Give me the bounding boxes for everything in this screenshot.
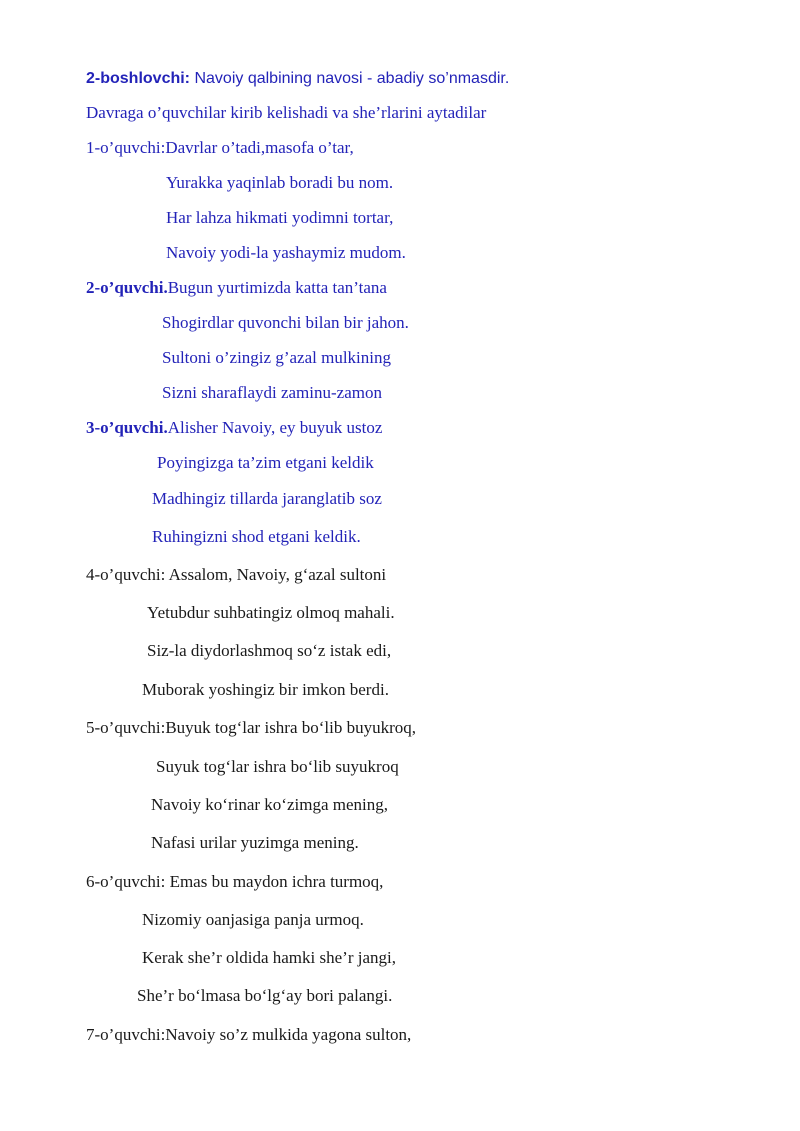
verse-line: Madhingiz tillarda jaranglatib soz: [152, 489, 382, 508]
line-4-oquvchi: 4-o’quvchi: Assalom, Navoiy, g‘azal sultoni: [86, 565, 387, 584]
verse-line: She’r bo‘lmasa bo‘lg‘ay bori palangi.: [137, 986, 393, 1005]
verse-line: Sizni sharaflaydi zaminu-zamon: [162, 383, 382, 402]
verse-line: Har lahza hikmati yodimni tortar,: [166, 208, 394, 227]
speaker-label: 1-o’quvchi:: [86, 138, 166, 157]
stage-direction: Davraga o’quvchilar kirib kelishadi va she’rlarini aytadilar: [86, 103, 487, 122]
line-text: Davrlar o’tadi,masofa o’tar,: [165, 138, 354, 157]
line-text: Navoiy qalbining navosi - abadiy so’nmasdir.: [190, 70, 510, 87]
verse-line: Nizomiy oanjasiga panja urmoq.: [142, 910, 364, 929]
verse-line: Suyuk tog‘lar ishra bo‘lib suyukroq: [156, 757, 399, 776]
verse-line: Navoiy ko‘rinar ko‘zimga mening,: [151, 795, 388, 814]
verse-line: Yetubdur suhbatingiz olmoq mahali.: [147, 603, 395, 622]
line-5-oquvchi: 5-o’quvchi:Buyuk tog‘lar ishra bo‘lib buyukroq,: [86, 718, 417, 737]
verse-line: Muborak yoshingiz bir imkon berdi.: [142, 680, 389, 699]
line-text: Bugun yurtimizda katta tan’tana: [167, 278, 387, 297]
speaker-label: 3-o’quvchi.: [86, 418, 168, 437]
verse-line: Ruhingizni shod etgani keldik.: [152, 527, 361, 546]
line-2-oquvchi: [86, 278, 387, 298]
speaker-label: 2-boshlovchi:: [86, 70, 191, 87]
line-3-oquvchi: [86, 418, 382, 438]
verse-line: Poyingizga ta’zim etgani keldik: [157, 453, 374, 472]
line-1-oquvchi: [86, 138, 354, 158]
verse-line: Sultoni o’zingiz g’azal mulkining: [162, 348, 391, 367]
verse-line: Nafasi urilar yuzimga mening.: [151, 833, 359, 852]
verse-line: Kerak she’r oldida hamki she’r jangi,: [142, 948, 396, 967]
line-text: Alisher Navoiy, ey buyuk ustoz: [167, 418, 383, 437]
line-6-oquvchi: 6-o’quvchi: Emas bu maydon ichra turmoq,: [86, 872, 384, 891]
verse-line: Navoiy yodi-la yashaymiz mudom.: [166, 243, 406, 262]
line-7-oquvchi: 7-o’quvchi:Navoiy so’z mulkida yagona sulton,: [86, 1025, 412, 1044]
verse-line: Siz-la diydorlashmoq so‘z istak edi,: [147, 641, 392, 660]
speaker-label: 2-o’quvchi.: [86, 278, 168, 297]
line-2-boshlovchi: [86, 68, 509, 89]
verse-line: Shogirdlar quvonchi bilan bir jahon.: [162, 313, 409, 332]
verse-line: Yurakka yaqinlab boradi bu nom.: [166, 173, 394, 192]
